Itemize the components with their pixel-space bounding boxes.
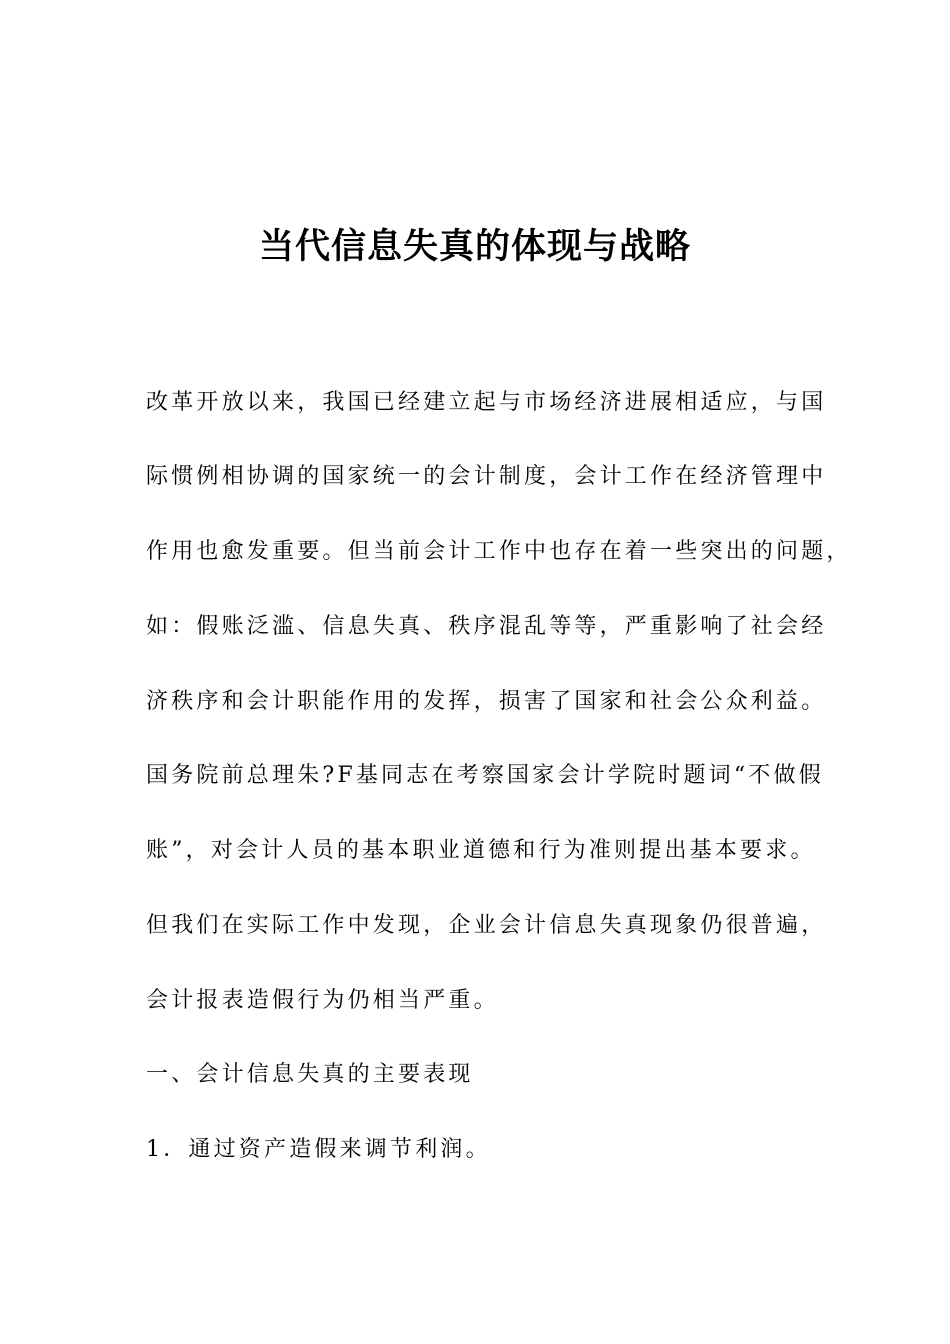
paragraph-line: 会计报表造假行为仍相当严重。 xyxy=(146,988,499,1013)
paragraph-line: 如：假账泛滥、信息失真、秩序混乱等等，严重影响了社会经 xyxy=(146,614,827,639)
paragraph-line: 账”，对会计人员的基本职业道德和行为准则提出基本要求。 xyxy=(146,838,816,863)
section-heading: 一、会计信息失真的主要表现 xyxy=(146,1062,474,1087)
paragraph-line: 但我们在实际工作中发现，企业会计信息失真现象仍很普遍， xyxy=(146,913,827,938)
paragraph-line: 际惯例相协调的国家统一的会计制度，会计工作在经济管理中 xyxy=(146,464,827,489)
paragraph-line: 改革开放以来，我国已经建立起与市场经济进展相适应，与国 xyxy=(146,390,827,415)
subsection-heading: 1．通过资产造假来调节利润。 xyxy=(146,1137,491,1162)
paragraph-line: 济秩序和会计职能作用的发挥，损害了国家和社会公众利益。 xyxy=(146,689,827,714)
paragraph-line: 国务院前总理朱?F基同志在考察国家会计学院时题词“不做假 xyxy=(146,763,824,788)
paragraph-line: 作用也愈发重要。但当前会计工作中也存在着一些突出的问题， xyxy=(146,539,852,564)
page-title: 当代信息失真的体现与战略 xyxy=(258,227,691,267)
